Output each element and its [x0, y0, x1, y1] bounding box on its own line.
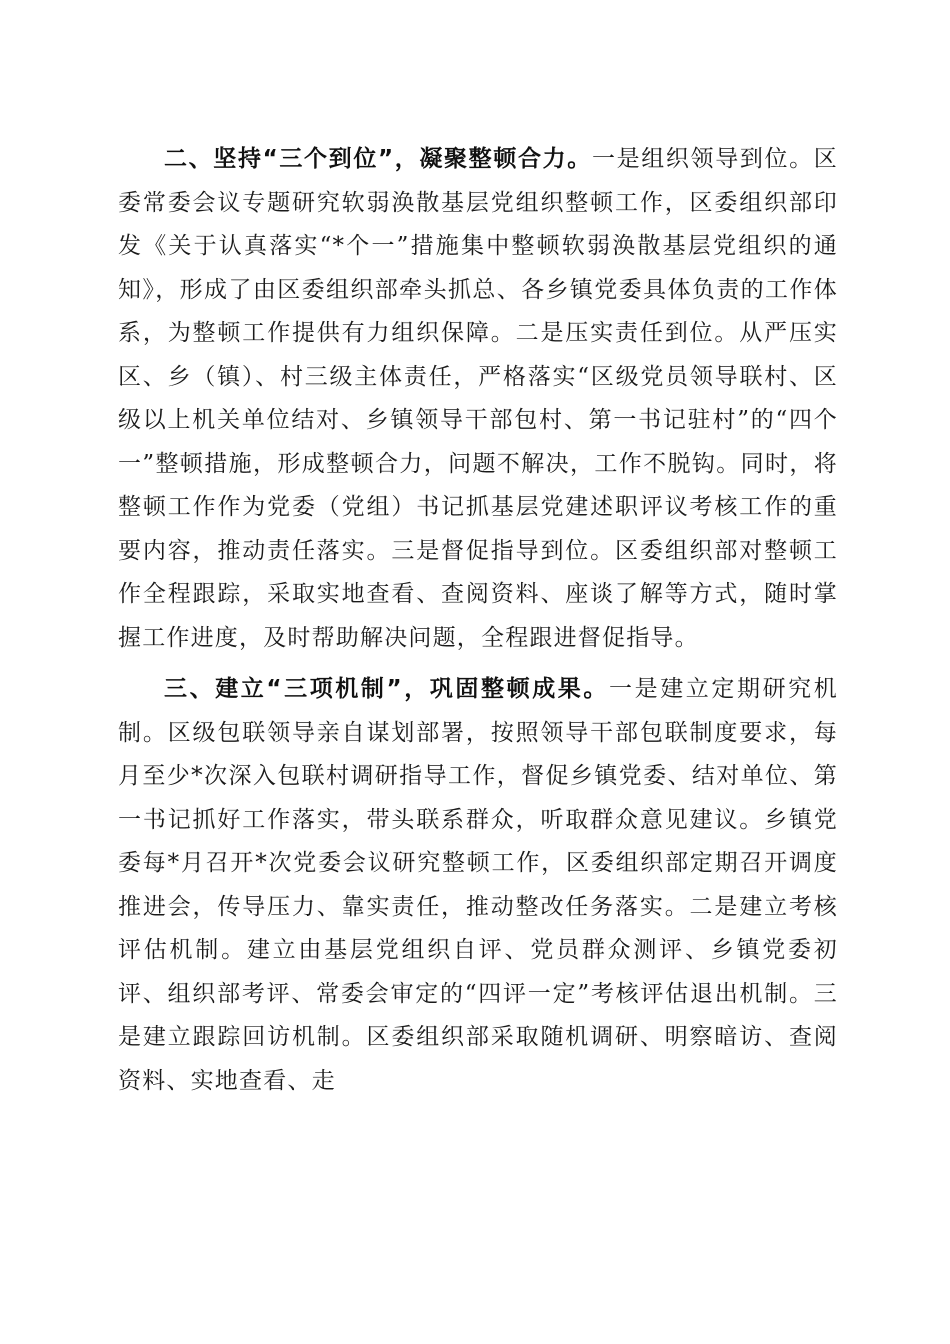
paragraph-san-xiang-ji-zhi [118, 668, 838, 1103]
section-heading: 二、坚持“三个到位”，凝聚整顿合力。 [164, 146, 592, 172]
paragraph-san-ge-dao-wei [118, 138, 838, 660]
document-body [118, 138, 838, 1111]
paragraph-text: 一是建立定期研究机制。区级包联领导亲自谋划部署，按照领导干部包联制度要求，每月至少*次深入包联村调研指导工作，督促乡镇党委、结对单位、第一书记抓好工作落实，带头联系群众，听取群众意见建议。乡镇党委每*月召开*次党委会议研究整顿工作，区委组织部定期召开调度推进会，传导压力、靠实责任，推动整改任务落实。二是建立考核评估机制。建立由基层党组织自评、党员群众测评、乡镇党委初评、组织部考评、常委会审定的“四评一定”考核评估退出机制。三是建立跟踪回访机制。区委组织部采取随机调研、明察暗访、查阅资料、实地查看、走 [118, 676, 838, 1094]
section-heading: 三、建立“三项机制”，巩固整顿成果。 [164, 676, 609, 702]
paragraph-text: 一是组织领导到位。区委常委会议专题研究软弱涣散基层党组织整顿工作，区委组织部印发《关于认真落实“*个一”措施集中整顿软弱涣散基层党组织的通知》，形成了由区委组织部牵头抓总、各乡镇党委具体负责的工作体系，为整顿工作提供有力组织保障。二是压实责任到位。从严压实区、乡（镇）、村三级主体责任，严格落实“区级党员领导联村、区级以上机关单位结对、乡镇领导干部包村、第一书记驻村”的“四个一”整顿措施，形成整顿合力，问题不解决，工作不脱钩。同时，将整顿工作作为党委（党组）书记抓基层党建述职评议考核工作的重要内容，推动责任落实。三是督促指导到位。区委组织部对整顿工作全程跟踪，采取实地查看、查阅资料、座谈了解等方式，随时掌握工作进度，及时帮助解决问题，全程跟进督促指导。 [118, 146, 838, 651]
